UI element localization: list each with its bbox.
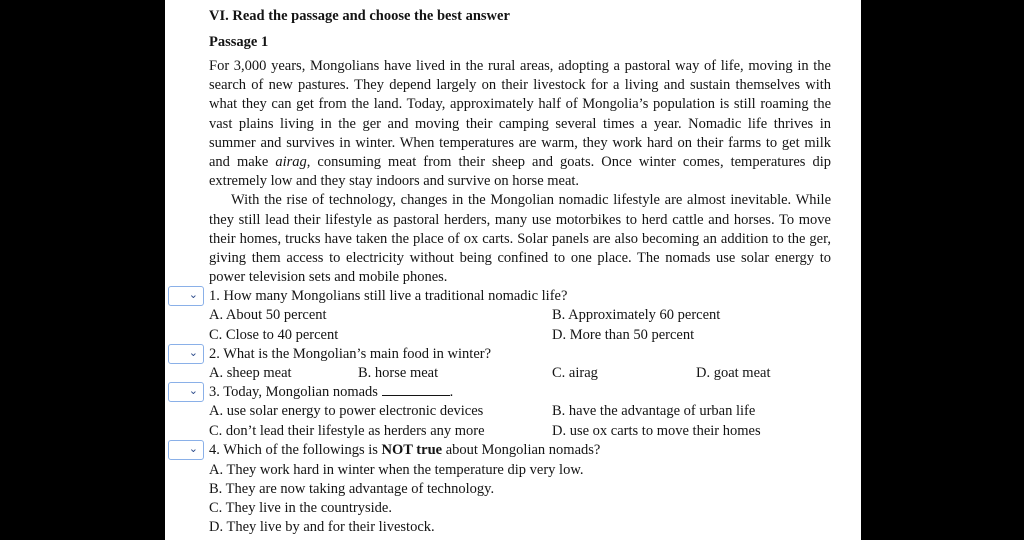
- q1-option-c: C. Close to 40 percent: [209, 327, 339, 343]
- q1-option-d: D. More than 50 percent: [552, 327, 695, 343]
- chevron-down-icon: ⌄: [188, 346, 198, 359]
- q3-option-d: D. use ox carts to move their homes: [552, 423, 761, 439]
- answer-dropdown-q2[interactable]: [168, 344, 204, 364]
- question-3: 3. Today, Mongolian nomads .: [209, 384, 454, 400]
- q3-option-c: C. don’t lead their lifestyle as herders any more: [209, 423, 485, 439]
- q2-option-d: D. goat meat: [696, 365, 771, 381]
- q2-option-a: A. sheep meat: [209, 365, 292, 381]
- passage-text: [209, 57, 831, 287]
- q4-option-c: C. They live in the countryside.: [209, 500, 392, 516]
- section-heading: VI. Read the passage and choose the best answer: [209, 8, 510, 24]
- chevron-down-icon: ⌄: [188, 384, 198, 397]
- passage-title: Passage 1: [209, 34, 269, 50]
- question-4: 4. Which of the followings is NOT true about Mongolian nomads?: [209, 442, 601, 458]
- q3-option-b: B. have the advantage of urban life: [552, 403, 756, 419]
- answer-blank: [382, 383, 450, 396]
- question-2: 2. What is the Mongolian’s main food in winter?: [209, 346, 492, 362]
- q4-option-a: A. They work hard in winter when the temperature dip very low.: [209, 462, 584, 478]
- q1-option-a: A. About 50 percent: [209, 307, 327, 323]
- q3-option-a: A. use solar energy to power electronic devices: [209, 403, 484, 419]
- q2-option-c: C. airag: [552, 365, 598, 381]
- q4-option-d: D. They live by and for their livestock.: [209, 519, 435, 535]
- chevron-down-icon: ⌄: [188, 442, 198, 455]
- q2-option-b: B. horse meat: [358, 365, 439, 381]
- answer-dropdown-q3[interactable]: [168, 382, 204, 402]
- answer-dropdown-q4[interactable]: [168, 440, 204, 460]
- q1-option-b: B. Approximately 60 percent: [552, 307, 721, 323]
- chevron-down-icon: ⌄: [188, 288, 198, 301]
- answer-dropdown-q1[interactable]: [168, 286, 204, 306]
- question-1: 1. How many Mongolians still live a traditional nomadic life?: [209, 288, 568, 304]
- document-page: [165, 0, 861, 540]
- q4-option-b: B. They are now taking advantage of technology.: [209, 481, 495, 497]
- passage-paragraph-2: With the rise of technology, changes in the Mongolian nomadic lifestyle are almost inevitable. While they still lead their lifestyle as pastoral herders, many use motorbikes to herd cattle and horses. To move their homes, trucks have taken the place of ox carts. Solar panels are also becoming an addition to the ger, giving them access to electricity without being confined to one place. The nomads use solar energy to power television sets and mobile phones.: [209, 192, 831, 286]
- passage-paragraph-1: For 3,000 years, Mongolians have lived in the rural areas, adopting a pastoral way of life, moving in the search of new pastures. They depend largely on their livestock for a living and sustain themselves with what they can get from the land. Today, approximately half of Mongolia’s population is still roaming the vast plains living in the ger and moving their camping several times a year. Nomadic life thrives in summer and survives in winter. When temperatures are warm, they work hard on their farms to get milk and make airag, consuming meat from their sheep and goats. Once winter comes, temperatures dip extremely low and they stay indoors and survive on horse meat.: [209, 58, 831, 190]
